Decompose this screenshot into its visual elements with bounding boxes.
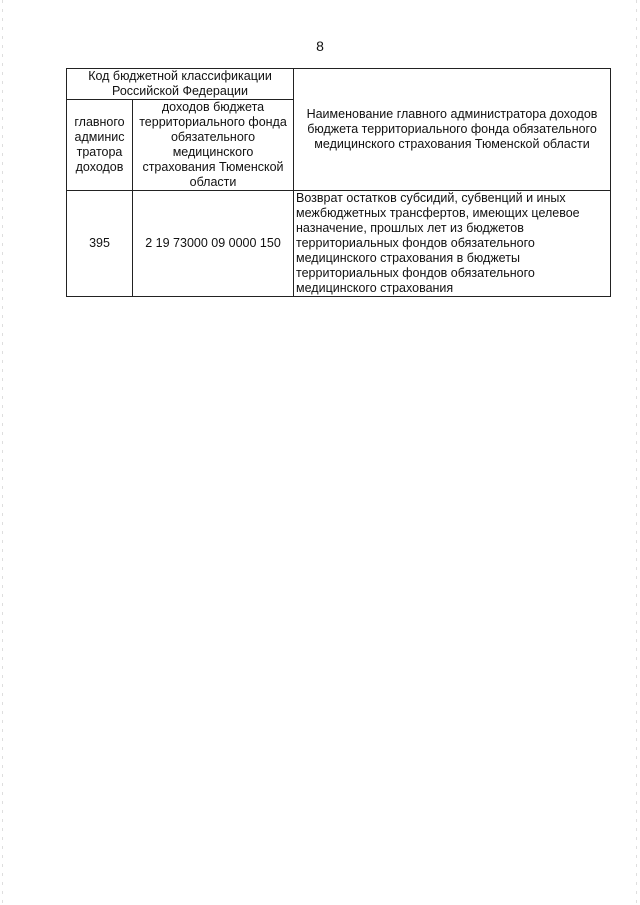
header-income-code: доходов бюджета территориального фонда обязательного медицинского страхования Тюменской области — [133, 100, 294, 191]
header-admin-name: Наименование главного администратора доходов бюджета территориального фонда обязательного медицинского страхования Тюменской области — [294, 69, 611, 191]
page-number: 8 — [316, 38, 324, 54]
cell-name: Возврат остатков субсидий, субвенций и иных межбюджетных трансфертов, имеющих целевое назначение, прошлых лет из бюджетов территориальных фондов обязательного медицинского страхования в бюджеты территориальных фондов обязательного медицинского страхования — [294, 191, 611, 297]
cell-admin-code: 395 — [67, 191, 133, 297]
header-group-label: Код бюджетной классификации Российской Федерации — [67, 69, 294, 100]
budget-classification-table — [66, 68, 611, 297]
cell-income-code: 2 19 73000 09 0000 150 — [133, 191, 294, 297]
scan-edge-left — [2, 0, 3, 905]
scan-edge-right — [636, 0, 637, 905]
header-admin-code: главного админис тратора доходов — [67, 100, 133, 191]
table-row — [67, 191, 611, 297]
header-row-top — [67, 69, 611, 100]
